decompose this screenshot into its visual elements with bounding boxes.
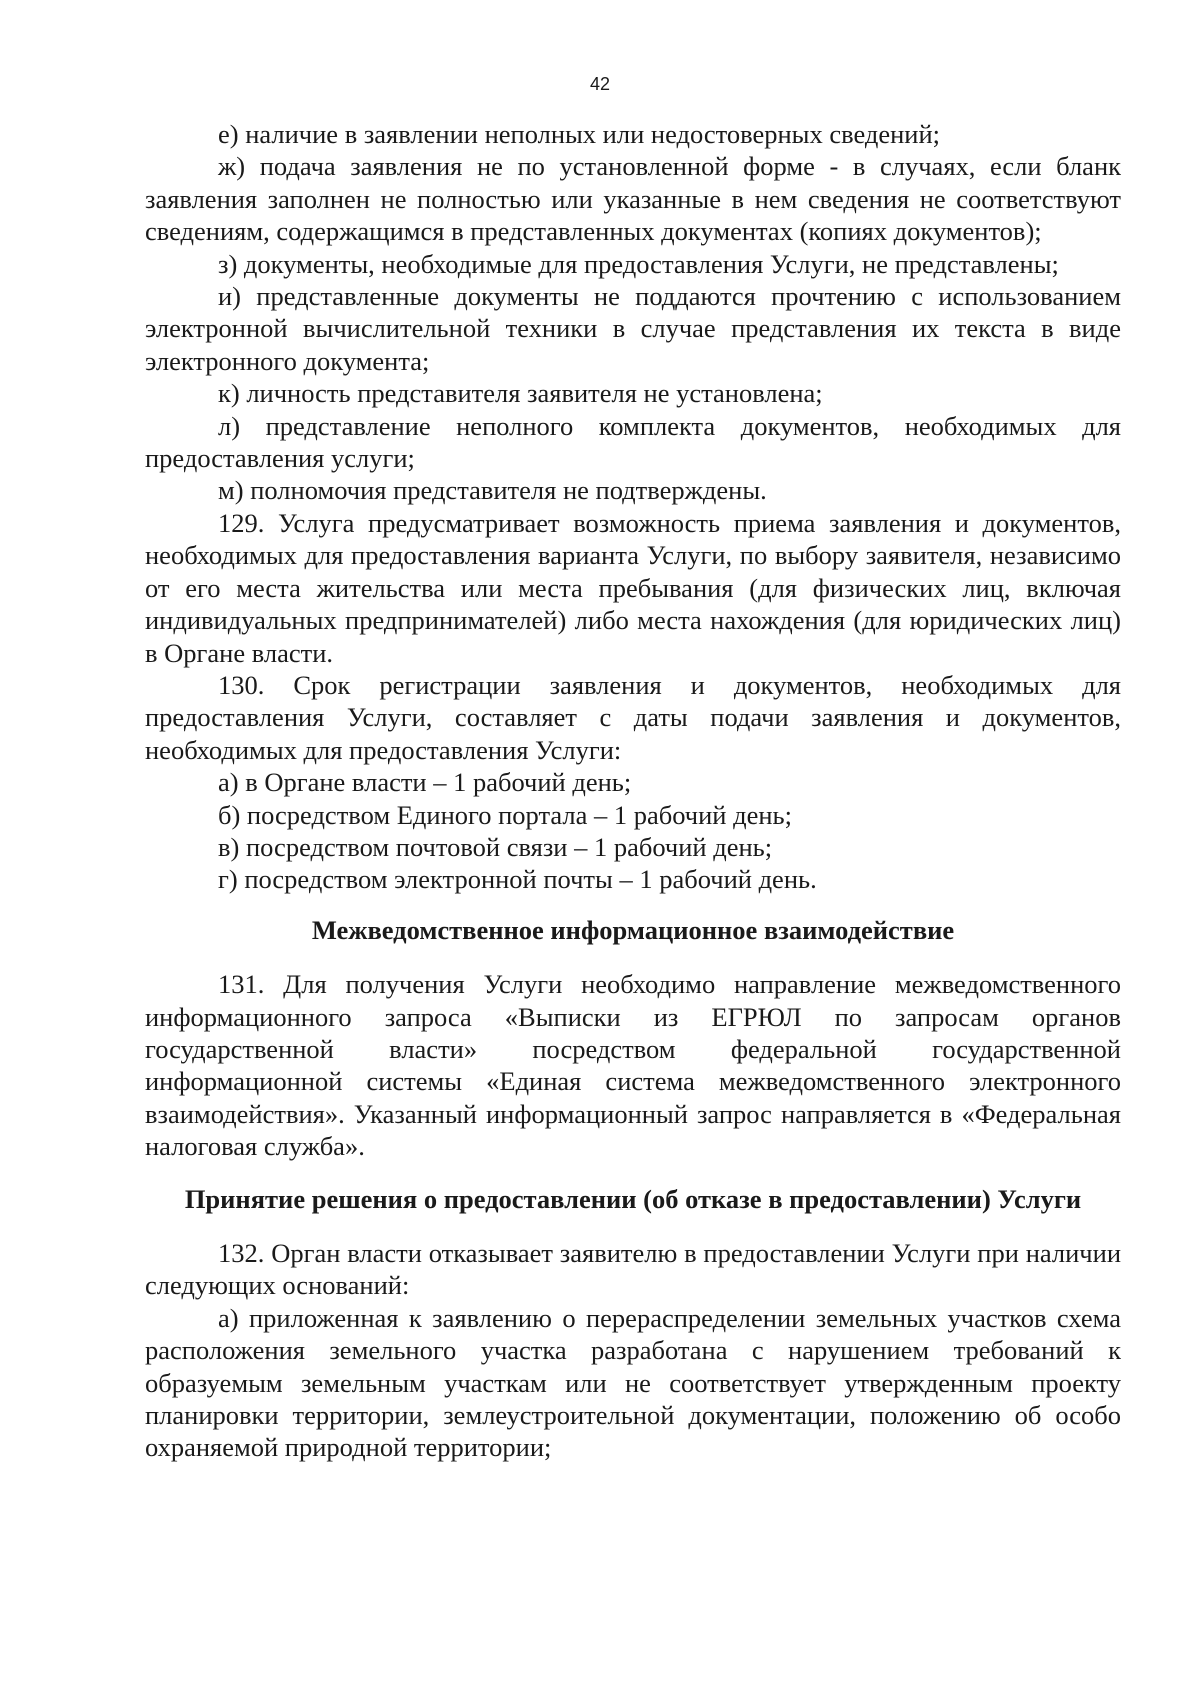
paragraph-130-a: а) в Органе власти – 1 рабочий день; bbox=[218, 767, 632, 798]
paragraph-130: 130. Срок регистрации заявления и документов, необходимых для предоставления Услуги, составляет с даты подачи заявления и документов, необходимых для предоставления Услуги: bbox=[145, 669, 1121, 765]
section-heading-decision: Принятие решения о предоставлении (об отказе в предоставлении) Услуги bbox=[184, 1183, 1082, 1214]
paragraph-k: к) личность представителя заявителя не установлена; bbox=[218, 378, 823, 409]
paragraph-130-g: г) посредством электронной почты – 1 рабочий день. bbox=[218, 864, 817, 895]
page-number: 42 bbox=[589, 74, 611, 94]
paragraph-132: 132. Орган власти отказывает заявителю в предоставлении Услуги при наличии следующих оснований: bbox=[145, 1238, 1121, 1301]
paragraph-i: и) представленные документы не поддаются прочтению с использованием электронной вычислительной техники в случае представления их текста в виде электронного документа; bbox=[145, 281, 1121, 376]
paragraph-z: з) документы, необходимые для предоставления Услуги, не представлены; bbox=[218, 248, 1059, 279]
paragraph-132-a: а) приложенная к заявлению о перераспределении земельных участков схема расположения земельного участка разработана с нарушением требований к образуемым земельным участкам или не соответствует утвержденным проекту планировки территории, землеустроительной документации, положению об особо охраняемой природной территории; bbox=[145, 1302, 1121, 1463]
paragraph-l: л) представление неполного комплекта документов, необходимых для предоставления услуги; bbox=[145, 410, 1121, 474]
paragraph-130-b: б) посредством Единого портала – 1 рабочий день; bbox=[218, 799, 792, 830]
paragraph-e: е) наличие в заявлении неполных или недостоверных сведений; bbox=[218, 119, 941, 149]
paragraph-131: 131. Для получения Услуги необходимо направление межведомственного информационного запроса «Выписки из ЕГРЮЛ по запросам органов государственной власти» посредством федеральной государственной информационной системы «Единая система межведомственного электронного взаимодействия». Указанный информационный запрос направляется в «Федеральная налоговая служба». bbox=[145, 969, 1121, 1162]
paragraph-129: 129. Услуга предусматривает возможность приема заявления и документов, необходимых для предоставления варианта Услуги, по выбору заявителя, независимо от его места жительства или места пребывания (для физических лиц, включая индивидуальных предпринимателей) либо места нахождения (для юридических лиц) в Органе власти. bbox=[145, 507, 1121, 668]
paragraph-zh: ж) подача заявления не по установленной форме - в случаях, если бланк заявления заполнен не полностью или указанные в нем сведения не соответствуют сведениям, содержащимся в представленных документах (копиях документов); bbox=[145, 151, 1121, 247]
paragraph-130-v: в) посредством почтовой связи – 1 рабочий день; bbox=[218, 831, 773, 862]
section-heading-interagency: Межведомственное информационное взаимодействие bbox=[311, 914, 955, 945]
paragraph-m: м) полномочия представителя не подтверждены. bbox=[218, 475, 767, 506]
document-body bbox=[145, 118, 1121, 1464]
